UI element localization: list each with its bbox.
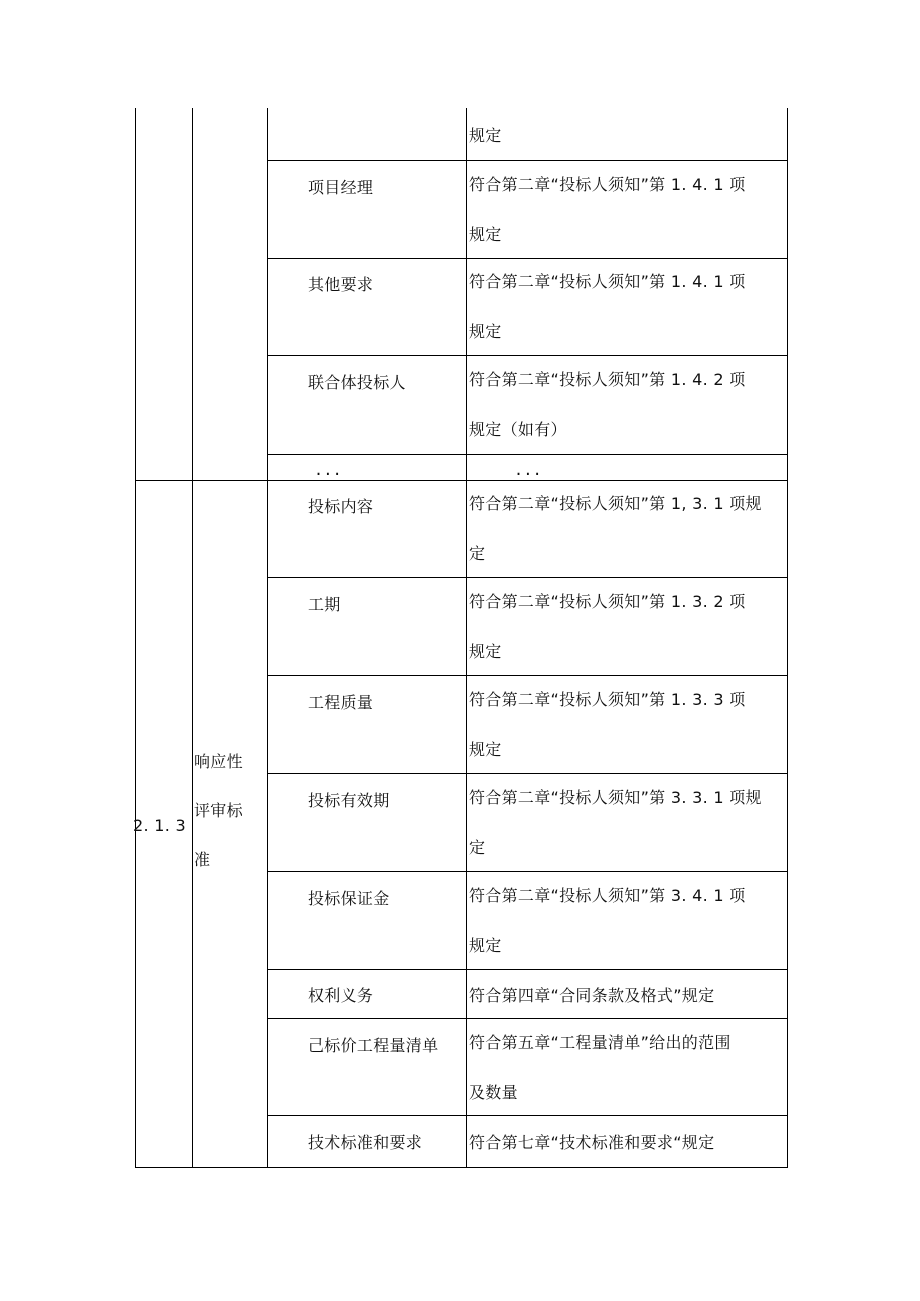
table-border-right bbox=[787, 108, 788, 1168]
category-label: 准 bbox=[194, 850, 211, 869]
criteria-text: 符合第四章“合同条款及格式”规定 bbox=[469, 986, 715, 1005]
section-divider bbox=[135, 480, 788, 481]
row-divider bbox=[267, 355, 788, 356]
row-divider bbox=[267, 160, 788, 161]
ellipsis: ... bbox=[514, 461, 542, 479]
criteria-text: 规定 bbox=[469, 642, 502, 661]
row-divider bbox=[267, 969, 788, 970]
item-label: 工程质量 bbox=[308, 693, 374, 712]
item-label: 己标价工程量清单 bbox=[308, 1036, 439, 1055]
category-label: 响应性 bbox=[194, 752, 243, 771]
category-label: 评审标 bbox=[194, 801, 243, 820]
column-divider-1 bbox=[192, 108, 193, 1168]
criteria-text: 规定 bbox=[469, 126, 502, 145]
criteria-text: 规定 bbox=[469, 740, 502, 759]
row-divider bbox=[267, 871, 788, 872]
criteria-text: 符合第二章“投标人须知”第 1. 3. 3 项 bbox=[469, 690, 746, 709]
criteria-text: 符合第二章“投标人须知”第 1. 3. 2 项 bbox=[469, 592, 746, 611]
row-divider bbox=[267, 773, 788, 774]
criteria-text: 定 bbox=[469, 838, 486, 857]
item-label: 项目经理 bbox=[308, 178, 374, 197]
item-label: 投标内容 bbox=[308, 497, 374, 516]
column-divider-2 bbox=[267, 108, 268, 1168]
table-border-bottom bbox=[135, 1167, 788, 1168]
criteria-text: 符合第二章“投标人须知”第 1, 3. 1 项规 bbox=[469, 494, 762, 513]
item-label: 技术标准和要求 bbox=[308, 1133, 423, 1152]
row-divider bbox=[267, 258, 788, 259]
item-label: 其他要求 bbox=[308, 275, 374, 294]
row-divider bbox=[267, 1018, 788, 1019]
criteria-text: 符合第二章“投标人须知”第 1. 4. 1 项 bbox=[469, 272, 746, 291]
item-label: 工期 bbox=[308, 595, 341, 614]
row-divider bbox=[267, 675, 788, 676]
criteria-text: 规定（如有） bbox=[469, 420, 567, 439]
item-label: 投标保证金 bbox=[308, 889, 390, 908]
criteria-text: 符合第二章“投标人须知”第 1. 4. 2 项 bbox=[469, 370, 746, 389]
item-label: 权利义务 bbox=[308, 986, 374, 1005]
row-divider bbox=[267, 577, 788, 578]
criteria-text: 及数量 bbox=[469, 1083, 518, 1102]
criteria-text: 规定 bbox=[469, 225, 502, 244]
criteria-text: 规定 bbox=[469, 936, 502, 955]
criteria-text: 符合第二章“投标人须知”第 3. 4. 1 项 bbox=[469, 886, 746, 905]
row-divider bbox=[267, 454, 788, 455]
criteria-text: 符合第七章“技术标准和要求“规定 bbox=[469, 1133, 715, 1152]
table-border-left bbox=[135, 108, 136, 1168]
criteria-text: 规定 bbox=[469, 322, 502, 341]
ellipsis: ... bbox=[314, 461, 342, 479]
item-label: 联合体投标人 bbox=[308, 373, 406, 392]
criteria-text: 符合第五章“工程量清单”给出的范围 bbox=[469, 1033, 731, 1052]
criteria-text: 符合第二章“投标人须知”第 3. 3. 1 项规 bbox=[469, 788, 762, 807]
criteria-text: 定 bbox=[469, 544, 486, 563]
row-divider bbox=[267, 1115, 788, 1116]
column-divider-3 bbox=[466, 108, 467, 1168]
section-number: 2. 1. 3 bbox=[133, 816, 186, 835]
criteria-text: 符合第二章“投标人须知”第 1. 4. 1 项 bbox=[469, 175, 746, 194]
item-label: 投标有效期 bbox=[308, 791, 390, 810]
